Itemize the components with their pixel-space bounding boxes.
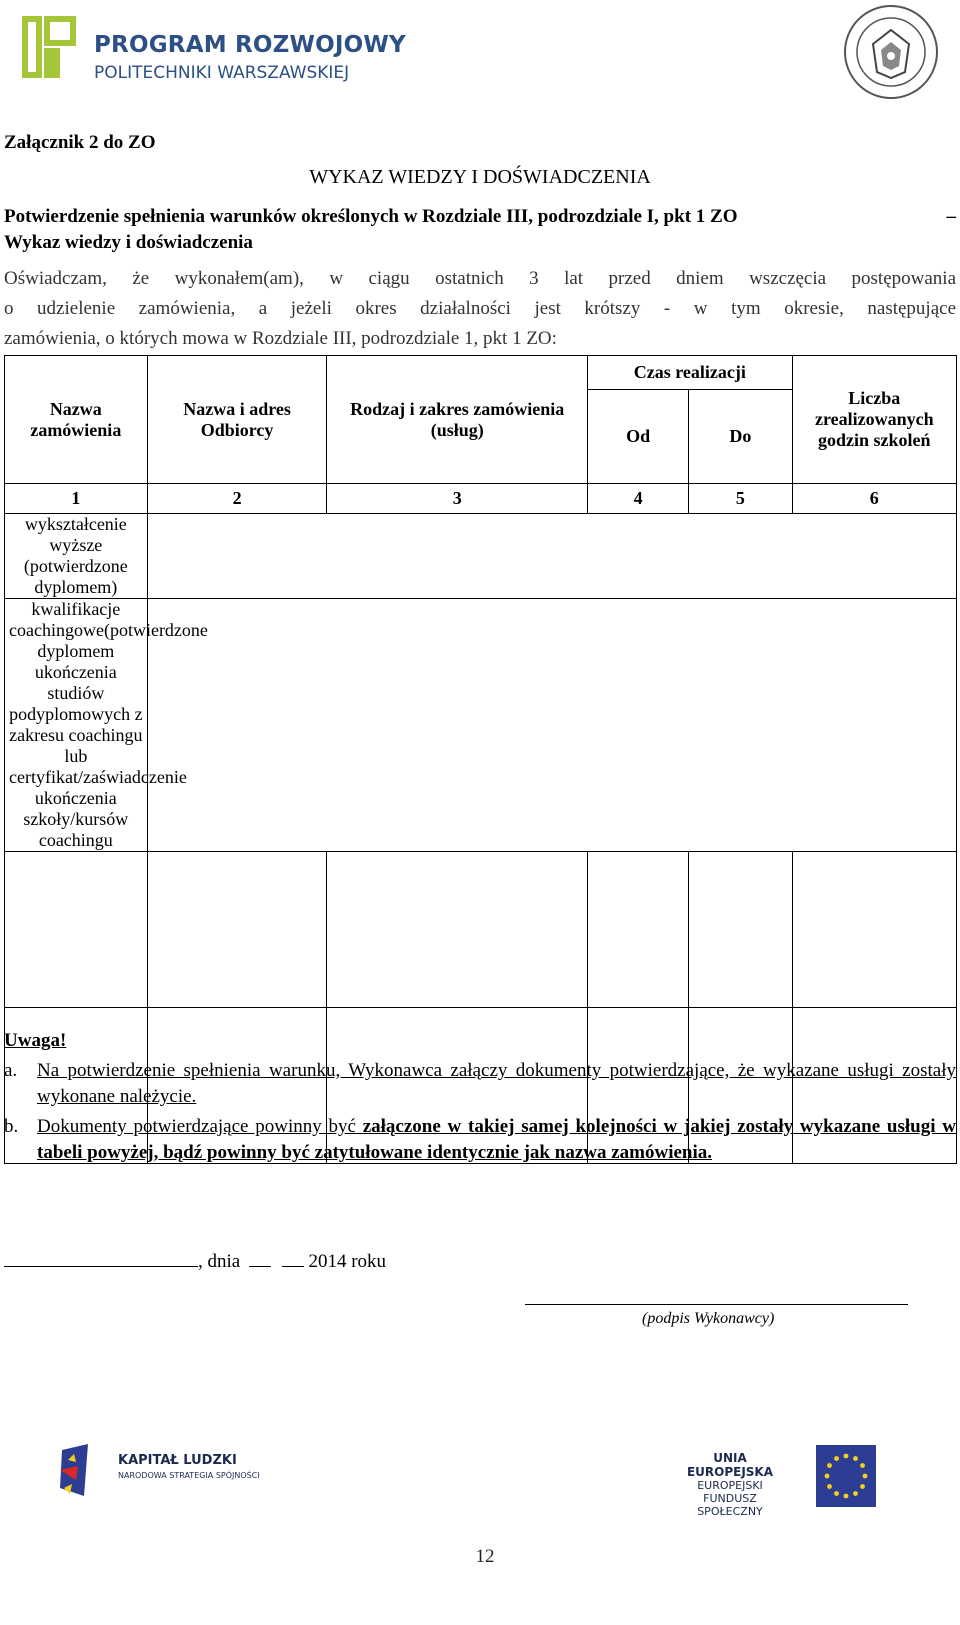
date-line — [4, 1248, 386, 1273]
note-b-text — [37, 1114, 956, 1166]
empty-cell — [689, 852, 792, 1008]
eu-line2: EUROPEJSKI — [697, 1479, 763, 1492]
eu-line1: UNIA EUROPEJSKA — [686, 1451, 774, 1479]
header-time: Czas realizacji — [587, 356, 792, 390]
empty-cell — [792, 852, 956, 1008]
header-recipient: Nazwa i adres Odbiorcy — [147, 356, 327, 484]
day-blank — [249, 1248, 271, 1267]
eu-flag-icon — [816, 1445, 876, 1507]
program-logo-title: PROGRAM ROZWOJOWY — [94, 32, 406, 58]
column-number: 6 — [792, 484, 956, 514]
column-number: 5 — [689, 484, 792, 514]
empty-cell — [327, 852, 587, 1008]
kapital-ludzki-subtitle: NARODOWA STRATEGIA SPÓJNOŚCI — [118, 1471, 260, 1480]
header-hours: Liczba zrealizowanych godzin szkoleń — [792, 356, 956, 484]
note-a — [4, 1058, 956, 1110]
table-row — [5, 599, 957, 852]
table-number-row — [5, 484, 957, 514]
header-from: Od — [587, 390, 688, 484]
header-order-name: Nazwa zamówienia — [5, 356, 148, 484]
declaration-line2: o udzielenie zamówienia, a jeżeli okres działalności jest krótszy - w tym okresie, następujące — [4, 298, 956, 319]
page-number: 12 — [475, 1546, 495, 1567]
confirmation-line2: Wykaz wiedzy i doświadczenia — [4, 232, 253, 253]
note-b-text-bold: załączone w takiej samej kolejności w jakiej zostały wykazane usługi w tabeli powyżej, bądź powinny być zatytułowane identycznie jak nazwa zamówienia. — [37, 1116, 956, 1163]
signature-caption: (podpis Wykonawcy) — [642, 1310, 775, 1327]
note-b — [4, 1114, 956, 1166]
year-label: 2014 roku — [308, 1251, 387, 1272]
attachment-label: Załącznik 2 do ZO — [4, 132, 156, 153]
date-label: , dnia — [198, 1251, 241, 1272]
program-logo-mark-icon — [20, 14, 78, 80]
notes-heading: Uwaga! — [4, 1030, 67, 1051]
column-number: 3 — [327, 484, 587, 514]
column-number: 2 — [147, 484, 327, 514]
program-logo — [20, 14, 406, 84]
signature-line — [525, 1304, 908, 1305]
document-title: WYKAZ WIEDZY I DOŚWIADCZENIA — [309, 166, 651, 188]
empty-cell — [147, 514, 956, 599]
header-to: Do — [689, 390, 792, 484]
note-a-label: a. — [4, 1060, 18, 1081]
kapital-ludzki-title: KAPITAŁ LUDZKI — [118, 1453, 237, 1468]
kapital-ludzki-logo — [54, 1440, 260, 1500]
declaration-line1: Oświadczam, że wykonałem(am), w ciągu ostatnich 3 lat przed dniem wszczęcia postępowania — [4, 268, 956, 289]
experience-table — [4, 355, 957, 1164]
empty-cell — [147, 852, 327, 1008]
education-cell: wykształcenie wyższe (potwierdzone dyplomem) — [5, 514, 148, 599]
program-logo-subtitle: POLITECHNIKI WARSZAWSKIEJ — [94, 63, 350, 83]
note-b-text-normal: Dokumenty potwierdzające powinny być — [37, 1116, 363, 1137]
qualifications-cell: kwalifikacje coachingowe(potwierdzone dyplomem ukończenia studiów podyplomowych z zakresu coachingu lub certyfikat/zaświadczenie ukończenia szkoły/kursów coachingu — [5, 599, 148, 852]
eu-line3: FUNDUSZ SPOŁECZNY — [697, 1492, 763, 1518]
place-blank — [4, 1248, 198, 1267]
table-row — [5, 852, 957, 1008]
empty-cell — [147, 599, 956, 852]
confirmation-heading — [4, 204, 956, 256]
confirmation-dash: – — [946, 206, 956, 227]
confirmation-line1: Potwierdzenie spełnienia warunków określonych w Rozdziale III, podrozdziale I, pkt 1 ZO — [4, 206, 738, 227]
seal-emblem-icon — [843, 4, 939, 100]
empty-cell — [5, 852, 148, 1008]
column-number: 1 — [5, 484, 148, 514]
kapital-ludzki-mark-icon — [54, 1440, 114, 1500]
column-number: 4 — [587, 484, 688, 514]
university-seal — [843, 4, 939, 100]
eu-logo — [670, 1445, 880, 1518]
header-scope: Rodzaj i zakres zamówienia (usług) — [327, 356, 587, 484]
empty-cell — [587, 852, 688, 1008]
declaration-paragraph — [4, 264, 956, 354]
declaration-line3: zamówienia, o których mowa w Rozdziale III, podrozdziale 1, pkt 1 ZO: — [4, 328, 557, 349]
table-header-row — [5, 356, 957, 390]
month-blank — [282, 1248, 304, 1267]
note-b-label: b. — [4, 1116, 19, 1137]
note-a-text: Na potwierdzenie spełnienia warunku, Wykonawca załączy dokumenty potwierdzające, że wykazane usługi zostały wykonane należycie. — [37, 1060, 956, 1107]
table-row — [5, 514, 957, 599]
